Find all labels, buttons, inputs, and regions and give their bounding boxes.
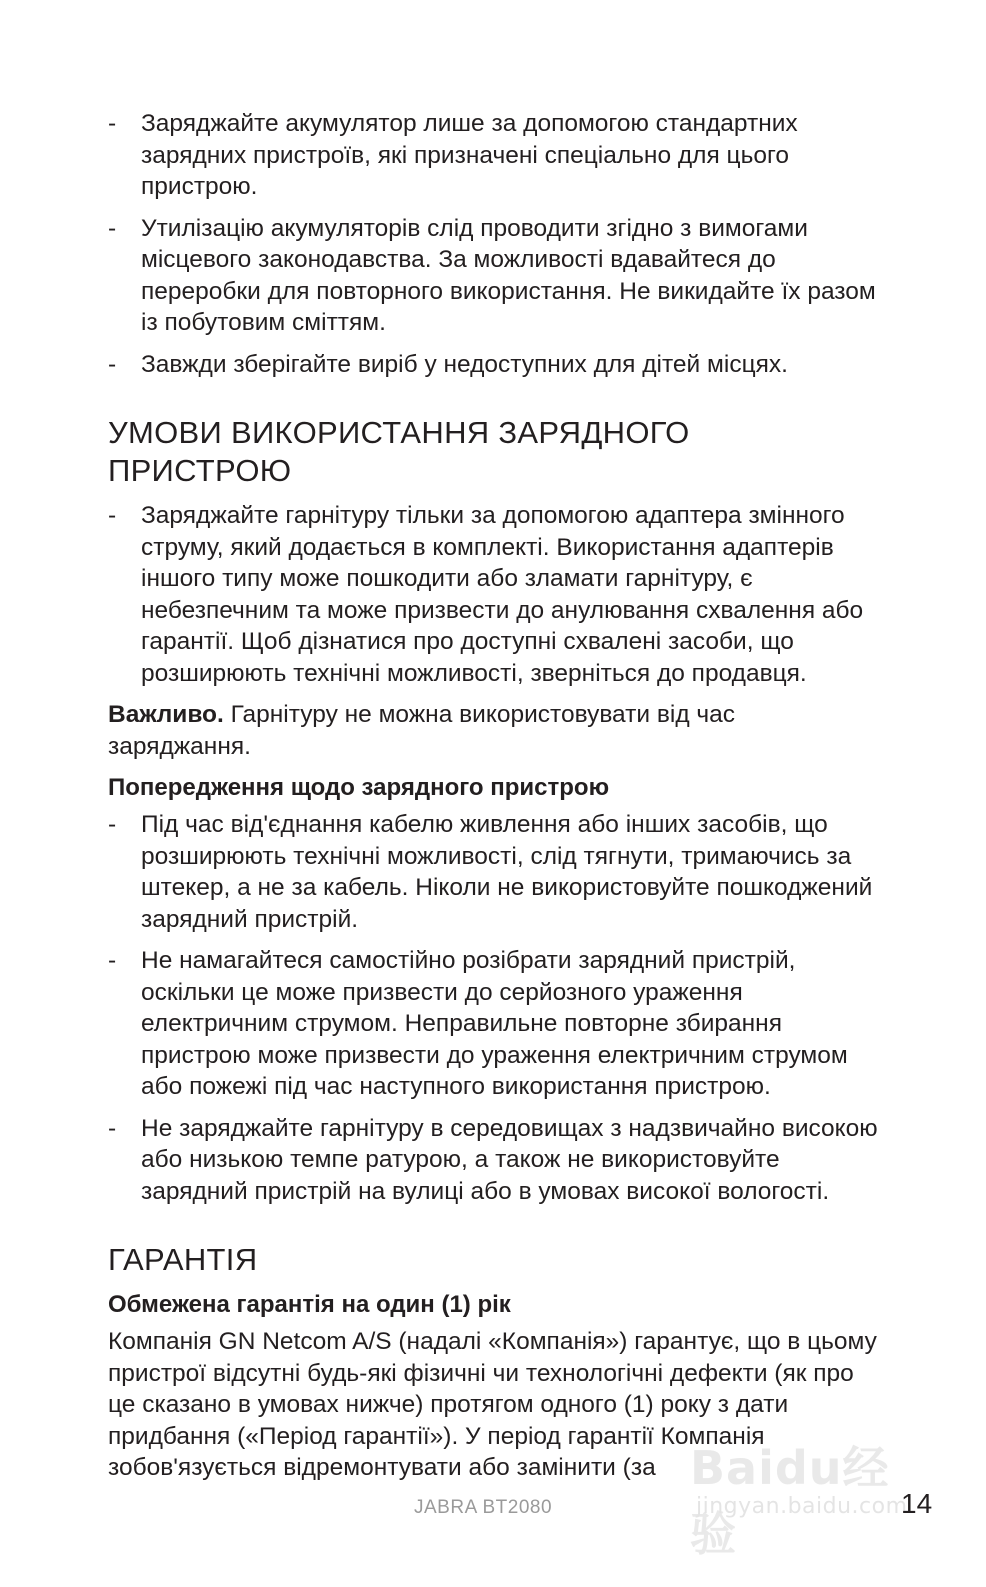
bullet-text: Заряджайте гарнітуру тільки за допомогою адаптера змінного струму, який додається в комплекті. Використання адаптерів іншого типу може пошкодити або зламати гарнітуру, є небезпечним та може призвести до анулювання схвалення або гарантії. Щоб дізнатися про доступні схвалені засоби, що розширюють технічні можливості, зверніться до продавця. (141, 502, 864, 687)
bullet-dash: - (108, 1114, 117, 1142)
list-item (108, 809, 880, 935)
charger-warning-list (108, 809, 880, 1207)
bullet-dash: - (108, 502, 117, 529)
bullet-text: Не намагайтеся самостійно розібрати зарядний пристрій, оскільки це може призвести до серйозного ураження електричним струмом. Неправильне повторне збирання пристрою може призвести до ураження електричним струмом або пожежі під час наступного використання пристрою. (141, 947, 848, 1100)
list-item (108, 213, 880, 339)
list-item (108, 349, 880, 381)
warranty-subheading: Обмежена гарантія на один (1) рік (108, 1291, 511, 1318)
page-number: 14 (901, 1488, 933, 1519)
bullet-dash: - (108, 214, 117, 242)
warranty-section-heading: ГАРАНТІЯ (108, 1242, 258, 1277)
list-item (108, 108, 880, 203)
bullet-dash: - (108, 947, 117, 974)
watermark-logo: Baidu经验 (690, 1441, 890, 1561)
charger-warning-heading: Попередження щодо зарядного пристрою (108, 774, 610, 801)
bullet-dash: - (108, 110, 117, 137)
bullet-text: Завжди зберігайте виріб у недоступних для дітей місцях. (141, 350, 788, 378)
list-item (108, 945, 880, 1103)
charger-section-heading: УМОВИ ВИКОРИСТАННЯ ЗАРЯДНОГО ПРИСТРОЮ (108, 415, 690, 488)
document-page (108, 108, 880, 1494)
bullet-text: Під час від'єднання кабелю живлення або інших засобів, що розширюють технічні можливості, слід тягнути, тримаючись за штекер, а не за кабель. Ніколи не використовуйте пошкоджений зарядний пристрій. (141, 811, 873, 933)
list-item (108, 500, 880, 689)
important-note (108, 699, 880, 762)
bullet-text: Утилізацію акумуляторів слід проводити згідно з вимогами місцевого законодавства. За можливості вдавайтеся до переробки для повторного використання. Не викидайте їх разом із побутовим сміттям. (141, 214, 876, 336)
intro-bullet-list (108, 108, 880, 380)
charger-bullet-list (108, 500, 880, 689)
bullet-dash: - (108, 350, 117, 378)
bullet-dash: - (108, 811, 117, 838)
important-text: Гарнітуру не можна використовувати від час заряджання. (108, 701, 736, 760)
footer-model-name: JABRA BT2080 (414, 1497, 553, 1518)
baidu-watermark (690, 1422, 933, 1561)
warranty-paragraph: Компанія GN Netcom A/S (надалі «Компанія») гарантує, що в цьому пристрої відсутні будь-які фізичні чи технологічні дефекти (як про це сказано в умовах нижче) протягом одного (1) року з дати придбання («Період гарантії»). У період гарантії Компанія зобов'язується відремонтувати або замінити (за (108, 1328, 877, 1481)
bullet-text: Заряджайте акумулятор лише за допомогою стандартних зарядних пристроїв, які призначені спеціально для цього пристрою. (141, 110, 798, 200)
list-item (108, 1113, 880, 1208)
important-label: Важливо. (108, 701, 224, 728)
bullet-text: Не заряджайте гарнітуру в середовищах з надзвичайно високою або низькою темпе ратурою, а також не використовуйте зарядний пристрій на вулиці або в умовах високої вологості. (141, 1114, 878, 1205)
watermark-url: jingyan.baidu.com (696, 1494, 908, 1519)
